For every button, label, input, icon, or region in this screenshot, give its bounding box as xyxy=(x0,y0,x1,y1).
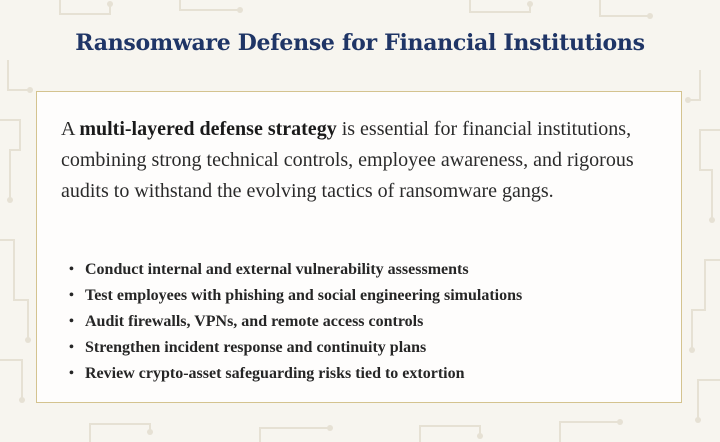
content-card xyxy=(36,91,682,403)
page-title: Ransomware Defense for Financial Institutions xyxy=(75,30,645,56)
list-item xyxy=(61,361,661,387)
bullet-icon: • xyxy=(69,314,74,329)
list-item xyxy=(61,283,661,309)
intro-rest: is essential for financial institutions, combining strong technical controls, employee awareness, and rigorous audits to withstand the evolving tactics of ransomware gangs. xyxy=(61,118,634,202)
recommendations-list xyxy=(61,257,661,387)
list-item-text: Audit firewalls, VPNs, and remote access controls xyxy=(85,313,424,330)
list-item-text: Review crypto-asset safeguarding risks tied to extortion xyxy=(85,365,465,382)
intro-paragraph xyxy=(61,114,651,207)
bullet-icon: • xyxy=(69,288,74,303)
list-item xyxy=(61,257,661,283)
bullet-icon: • xyxy=(69,262,74,277)
bullet-icon: • xyxy=(69,340,74,355)
list-item xyxy=(61,309,661,335)
list-item-text: Strengthen incident response and continuity plans xyxy=(85,339,427,356)
bullet-icon: • xyxy=(69,366,74,381)
list-item xyxy=(61,335,661,361)
list-item-text: Conduct internal and external vulnerability assessments xyxy=(85,261,469,278)
intro-emphasis: multi-layered defense strategy xyxy=(79,118,337,140)
intro-lead: A xyxy=(61,118,80,140)
list-item-text: Test employees with phishing and social engineering simulations xyxy=(85,287,523,304)
